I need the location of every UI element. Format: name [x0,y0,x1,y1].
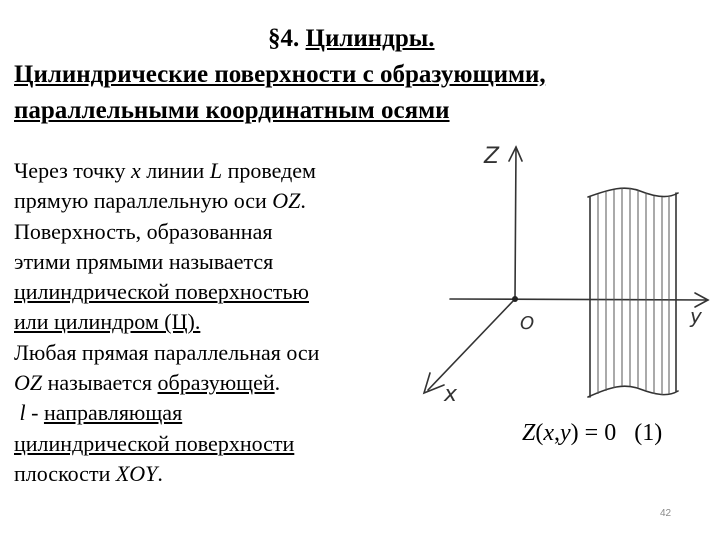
text-span: . [157,460,163,486]
x-axis [428,299,515,390]
axis-oz: OZ [272,188,301,214]
subtitle-line-2: параллельными координатным осями [14,97,450,124]
text-line: цилиндрической поверхности [14,430,295,456]
text-span: линии [140,158,210,183]
term-directrix: направляющая [43,400,183,426]
axis-oz: OZ [14,370,43,396]
text-line [14,156,434,186]
formula-part: y [560,420,571,446]
text-span: Через точку [14,158,131,183]
formula-part: ( [535,420,544,446]
section-heading [268,24,435,54]
page-number: 42 [660,508,672,519]
text-line [14,186,434,216]
text-line [14,459,434,489]
directrix-l: l [19,400,26,426]
cylinder-top-curve [588,188,678,197]
formula-part: ) = 0 (1) [570,420,663,446]
term-cylindrical-surface: цилиндрической поверхностью [14,279,309,305]
formula-part: x [543,420,555,446]
section-number: §4. [268,25,306,52]
formula-part: Z [522,420,536,446]
line-L: L [209,158,223,183]
point-x: x [130,158,141,183]
term-generatrix: образующей [157,370,275,396]
plane-xoy: XOY [115,460,158,486]
section-title: Цилиндры. [305,25,435,52]
text-span: - [25,400,44,426]
term-cylinder: или цилиндром (Ц). [14,309,201,335]
text-span: . [274,370,281,396]
text-line [14,398,434,428]
definition-text [14,156,434,489]
text-span: прямую параллельную оси [14,188,273,214]
z-axis [515,147,516,299]
text-span: проведем [222,158,316,183]
y-axis-label: y [690,304,702,328]
text-span: плоскости [14,460,116,486]
origin-point [512,296,518,302]
text-line: Любая прямая параллельная оси [14,339,320,365]
cylinder-diagram [410,135,720,415]
text-line: этими прямыми называется [14,248,274,274]
subtitle-line-1: Цилиндрические поверхности с образующими, [14,61,546,88]
cylinder-bottom-curve [588,386,678,397]
z-axis-label: Z [484,144,500,169]
formula-part: , [554,420,561,446]
text-line: Поверхность, образованная [14,218,273,244]
x-axis-label: x [444,382,458,407]
cylinder-equation [522,420,662,447]
text-line [14,368,434,398]
text-span: называется [42,370,158,396]
text-span: . [300,188,306,214]
origin-label: O [520,313,535,334]
